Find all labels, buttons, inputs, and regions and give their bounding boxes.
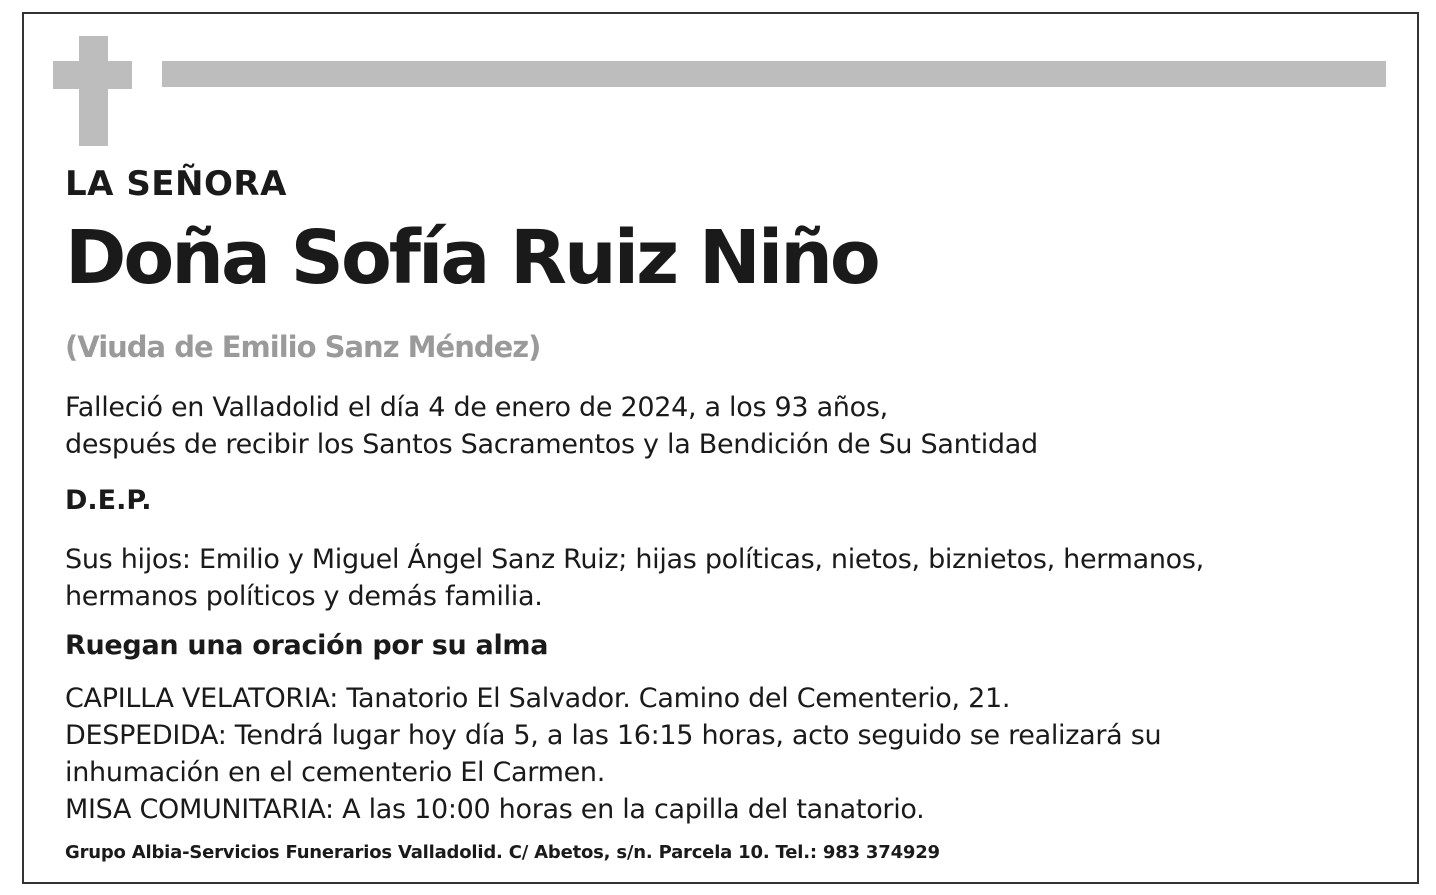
dep-label: D.E.P. — [65, 485, 152, 516]
service-line: MISA COMUNITARIA: A las 10:00 horas en la capilla del tanatorio. — [65, 794, 925, 825]
cross-horizontal-bar — [53, 61, 132, 89]
services-paragraph — [65, 680, 1161, 828]
service-line: inhumación en el cementerio El Carmen. — [65, 757, 606, 788]
death-line: después de recibir los Santos Sacramentos y la Bendición de Su Santidad — [65, 429, 1038, 460]
death-paragraph — [65, 389, 1038, 463]
family-paragraph — [65, 541, 1204, 615]
header-rule — [162, 61, 1386, 87]
deceased-name: Doña Sofía Ruiz Niño — [65, 215, 878, 301]
funeral-home-footer: Grupo Albia-Servicios Funerarios Valladolid. C/ Abetos, s/n. Parcela 10. Tel.: 983 374929 — [65, 842, 940, 863]
prayer-line: Ruegan una oración por su alma — [65, 630, 549, 661]
notice-heading: LA SEÑORA — [65, 164, 287, 204]
widow-subtitle: (Viuda de Emilio Sanz Méndez) — [65, 330, 541, 364]
family-line: hermanos políticos y demás familia. — [65, 581, 543, 612]
service-line: DESPEDIDA: Tendrá lugar hoy día 5, a las 16:15 horas, acto seguido se realizará su — [65, 720, 1162, 751]
death-line: Falleció en Valladolid el día 4 de enero de 2024, a los 93 años, — [65, 392, 888, 423]
family-line: Sus hijos: Emilio y Miguel Ángel Sanz Ruiz; hijas políticas, nietos, biznietos, hermanos, — [65, 544, 1204, 575]
cross-vertical-bar — [79, 36, 108, 146]
service-line: CAPILLA VELATORIA: Tanatorio El Salvador. Camino del Cementerio, 21. — [65, 683, 1011, 714]
